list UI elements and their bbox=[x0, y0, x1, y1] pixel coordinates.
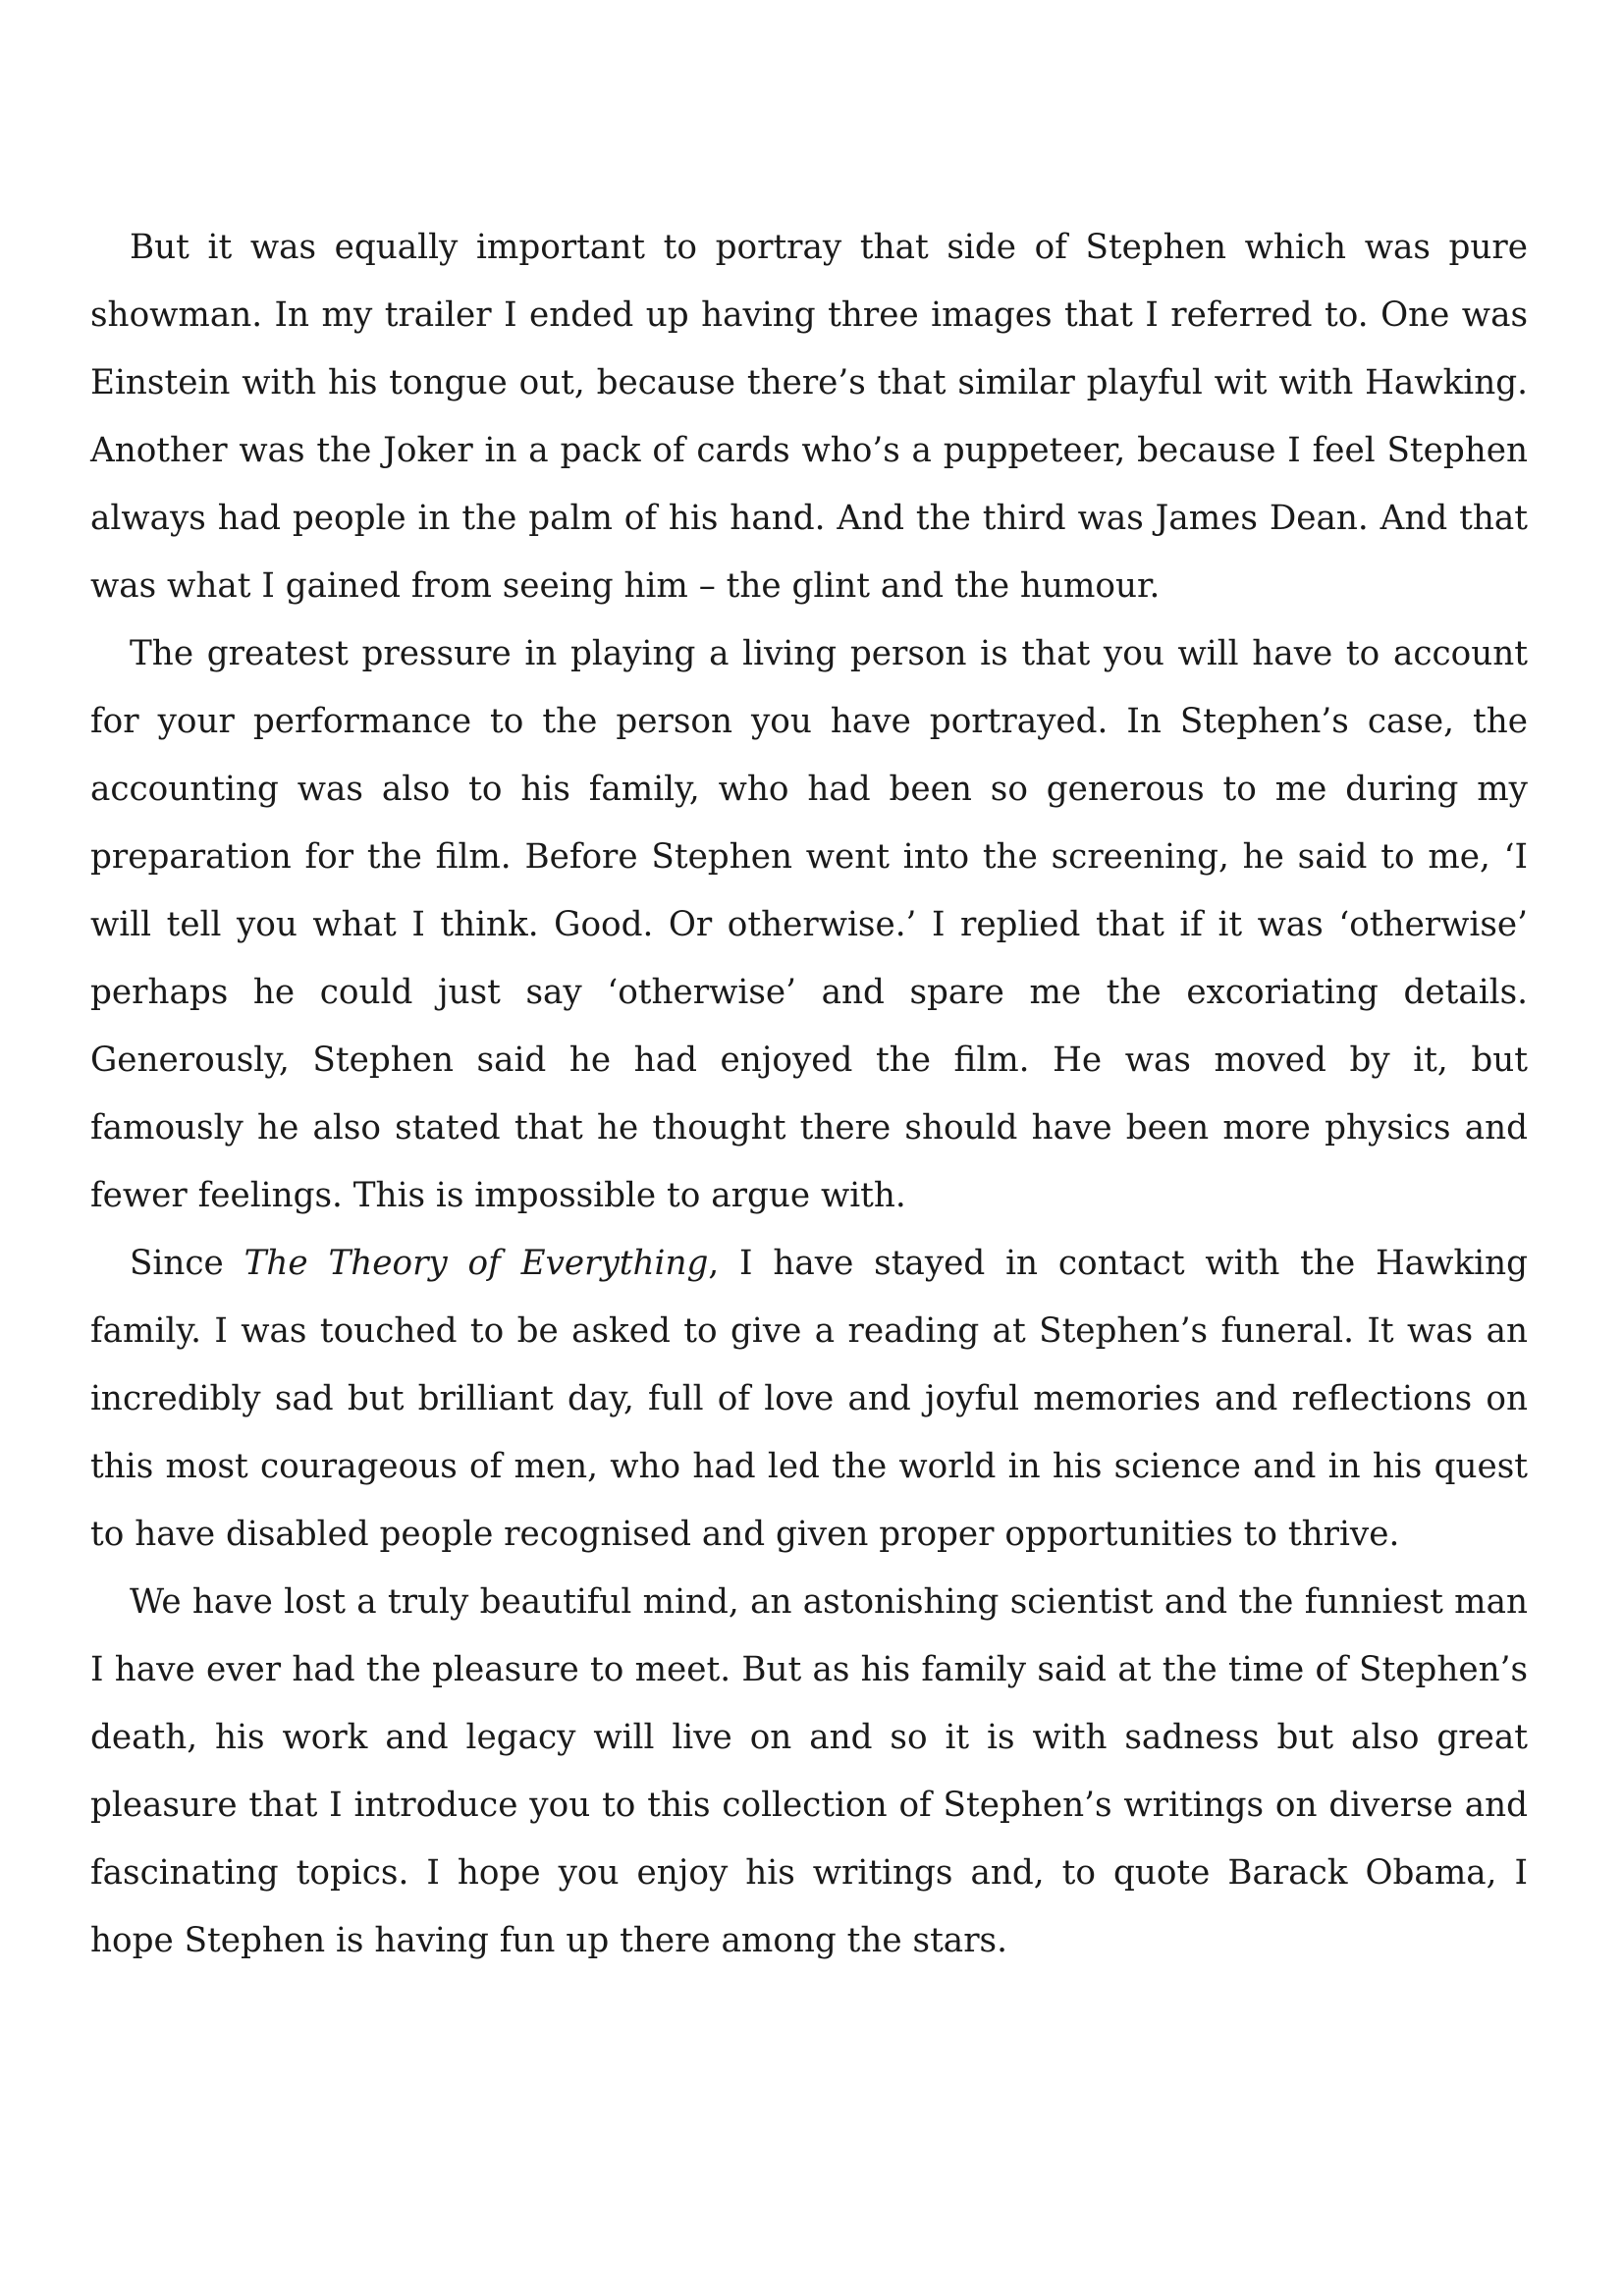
paragraph-theory-rest: , I have stayed in contact with the Hawking family. I was touched to be asked to give a reading at Stephen’s funeral. It was an incredibly sad but brilliant day, full of love and joyful memories and reflections on this most courageous of men, who had led the world in his science and in his quest to have disabled people recognised and given proper opportunities to thrive. bbox=[90, 1244, 1529, 1554]
paragraph-theory bbox=[90, 1230, 1528, 1569]
paragraph-pressure: The greatest pressure in playing a living person is that you will have to account for your performance to the person you have portrayed. In Stephen’s case, the accounting was also to his family, who had been so generous to me during my preparation for the film. Before Stephen went into the screening, he said to me, ‘I will tell you what I think. Good. Or otherwise.’ I replied that if it was ‘otherwise’ perhaps he could just say ‘otherwise’ and spare me the excoriating details. Generously, Stephen said he had enjoyed the film. He was moved by it, but famously he also stated that he thought there should have been more physics and fewer feelings. This is impossible to argue with. bbox=[90, 634, 1528, 1215]
book-title: The Theory of Everything bbox=[243, 1244, 709, 1283]
paragraph-showman: But it was equally important to portray that side of Stephen which was pure showman. In my trailer I ended up having three images that I referred to. One was Einstein with his tongue out, because there’s that similar playful wit with Hawking. Another was the Joker in a pack of cards who’s a puppeteer, because I feel Stephen always had people in the palm of his hand. And the third was James Dean. And that was what I gained from seeing him – the glint and the humour. bbox=[90, 228, 1528, 606]
paragraph-legacy: We have lost a truly beautiful mind, an astonishing scientist and the funniest man I have ever had the pleasure to meet. But as his family said at the time of Stephen’s death, his work and legacy will live on and so it is with sadness but also great pleasure that I introduce you to this collection of Stephen’s writings on diverse and fascinating topics. I hope you enjoy his writings and, to quote Barack Obama, I hope Stephen is having fun up there among the stars. bbox=[90, 1582, 1528, 1960]
paragraph-theory-lead: Since bbox=[130, 1244, 244, 1283]
body-text bbox=[90, 214, 1528, 1975]
